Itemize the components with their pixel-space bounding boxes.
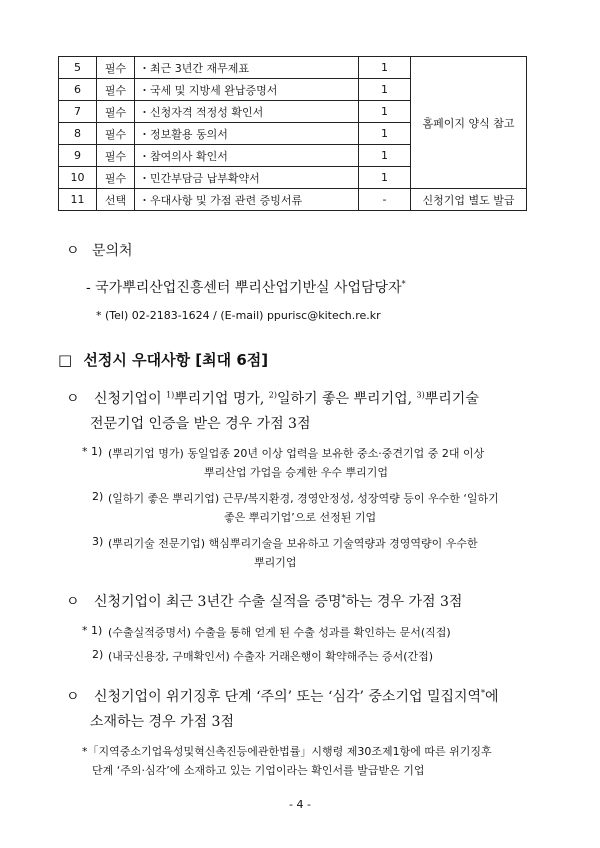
row-item: ・신청자격 적정성 확인서 [135,101,359,123]
row-type: 필수 [97,79,135,101]
item1-pre: 신청기업이 [93,391,167,407]
row-note-merged: 홈페이지 양식 참고 [411,57,527,189]
note-line: 좋은 뿌리기업’으로 선정된 기업 [224,511,377,524]
footnote-mark: * [481,688,486,698]
row-qty: 1 [359,145,411,167]
item2-pre: 신청기업이 최근 3년간 수출 실적을 증명 [93,594,342,610]
note-line: (내국신용장, 구매확인서) 수출자 거래은행이 확약해주는 증서(간접) [108,650,434,663]
row-item: ・민간부담금 납부확약서 [135,167,359,189]
item3-line1 [66,686,499,706]
row-number: 8 [59,123,97,145]
row-item: ・국세 및 지방세 완납증명서 [135,79,359,101]
footnote-mark: 3) [416,390,425,400]
row-qty: 1 [359,57,411,79]
item2-line1 [66,591,462,611]
note-line: 뿌리기업 [254,556,297,569]
item1-t2: 일하기 좋은 뿌리기업, [277,391,417,407]
section-title-line [58,349,268,370]
note-prefix: 3) [92,535,104,548]
note-prefix: 2) [92,648,104,661]
row-number: 10 [59,167,97,189]
row-qty: 1 [359,101,411,123]
row-qty: 1 [359,79,411,101]
footnote-mark: 1) [166,390,175,400]
section-title: 선정시 우대사항 [최대 6점] [83,351,269,369]
note-line: 단계 ‘주의·심각’에 소재하고 있는 기업이라는 확인서를 발급받은 기업 [92,764,425,777]
row-item: ・우대사항 및 가점 관련 증빙서류 [135,189,359,211]
item3-pre: 신청기업이 위기징후 단계 ‘주의’ 또는 ‘심각’ 중소기업 밀집지역 [93,689,482,705]
note-line: (뿌리기업 명가) 동일업종 20년 이상 업력을 보유한 중소·중견기업 중 2대 이상 [108,447,485,460]
bullet-icon: ㅇ [66,689,80,705]
row-item: ・참여의사 확인서 [135,145,359,167]
note-line: (일하기 좋은 뿌리기업) 근무/복지환경, 경영안정성, 성장역량 등이 우수한 ‘일하기 [108,492,499,505]
footnote-mark: * [341,593,346,603]
bullet-icon: ㅇ [66,594,80,610]
row-type: 필수 [97,101,135,123]
row-qty: 1 [359,123,411,145]
row-qty: 1 [359,167,411,189]
contact-dept-line [86,277,406,297]
item2-post: 하는 경우 가점 3점 [345,594,463,610]
row-number: 5 [59,57,97,79]
note-prefix: 2) [92,490,104,503]
checkbox-square-icon: □ [58,351,73,369]
contact-heading-line [66,240,133,260]
row-type: 필수 [97,123,135,145]
row-type: 선택 [97,189,135,211]
bullet-icon: ㅇ [66,243,80,259]
row-type: 필수 [97,145,135,167]
row-qty: - [359,189,411,211]
row-number: 7 [59,101,97,123]
row-type: 필수 [97,167,135,189]
item1-line2: 전문기업 인증을 받은 경우 가점 3점 [90,416,311,432]
item1-line1 [66,388,479,408]
row-note-last: 신청기업 별도 발급 [411,189,527,211]
table-row [59,189,527,211]
note-line: (수출실적증명서) 수출을 통해 얻게 된 수출 성과를 확인하는 문서(직접) [108,626,451,639]
footnote-mark: * [401,279,406,289]
table-row [59,57,527,79]
note-line: 뿌리산업 가업을 승계한 우수 뿌리기업 [204,466,389,479]
item1-t1: 뿌리기업 명가, [174,391,269,407]
page-number: - 4 - [289,798,311,811]
item3-post: 에 [485,689,499,705]
documents-table [58,56,527,211]
note-line: *「지역중소기업육성및혁신촉진등에관한법률」시행령 제30조제1항에 따른 위기징후 [82,745,492,758]
row-number: 6 [59,79,97,101]
contact-dept: - 국가뿌리산업진흥센터 뿌리산업기반실 사업담당자 [86,280,402,296]
note-prefix: * 1) [82,624,103,637]
contact-heading: 문의처 [91,243,133,259]
row-number: 9 [59,145,97,167]
item1-t3: 뿌리기술 [424,391,479,407]
footnote-mark: 2) [268,390,277,400]
note-line: (뿌리기술 전문기업) 핵심뿌리기술을 보유하고 기술역량과 경영역량이 우수한 [108,537,478,550]
row-number: 11 [59,189,97,211]
item3-line2: 소재하는 경우 가점 3점 [90,714,234,730]
row-item: ・정보활용 동의서 [135,123,359,145]
row-type: 필수 [97,57,135,79]
bullet-icon: ㅇ [66,391,80,407]
contact-detail: * (Tel) 02-2183-1624 / (E-mail) ppurisc@kitech.re.kr [96,309,381,322]
row-item: ・최근 3년간 재무제표 [135,57,359,79]
note-prefix: * 1) [82,445,103,458]
